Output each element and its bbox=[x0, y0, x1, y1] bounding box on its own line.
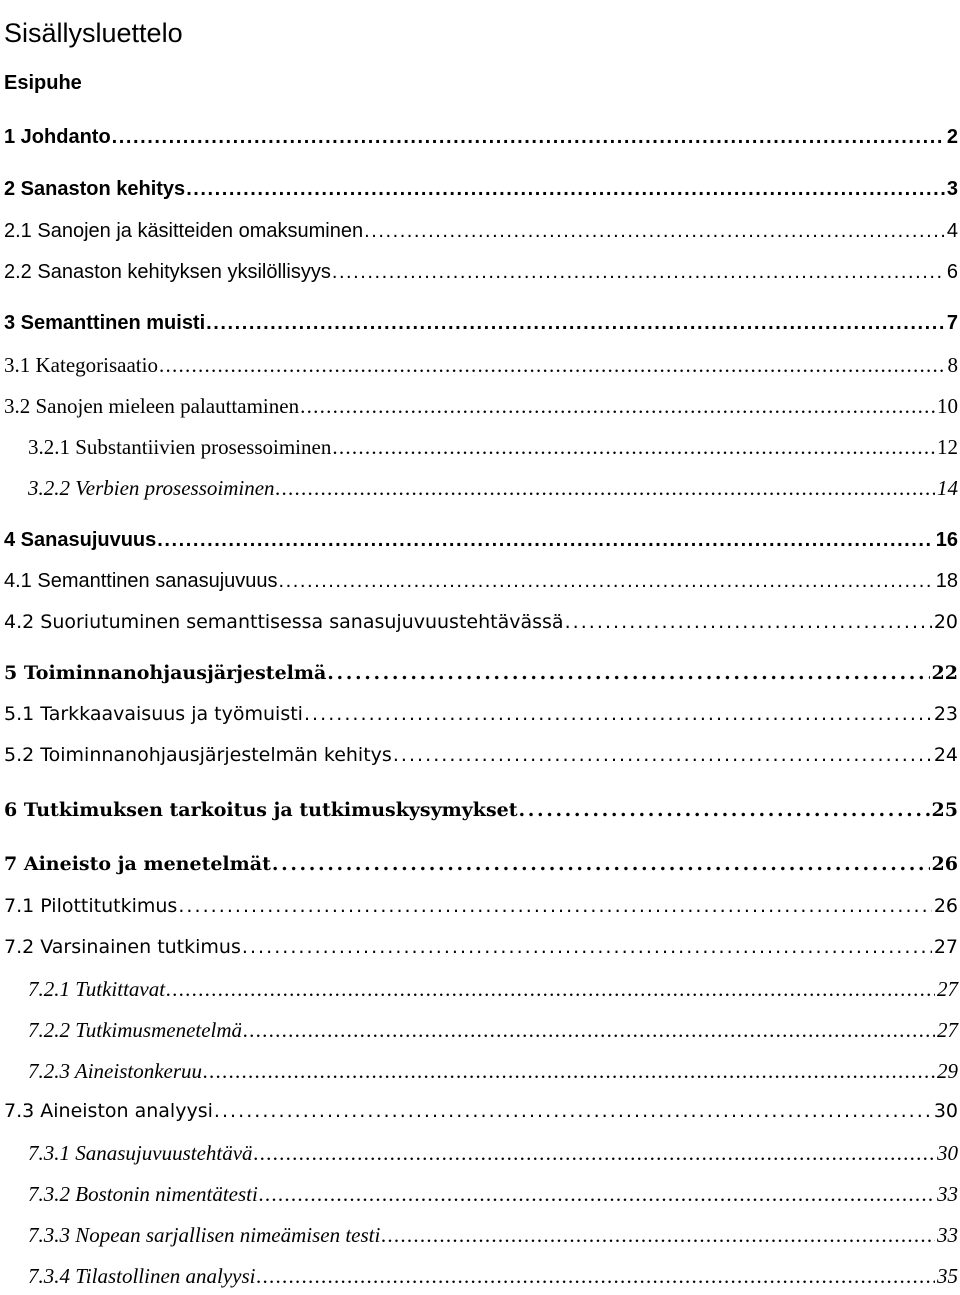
toc-entry-label: 7 Aineisto ja menetelmät bbox=[4, 853, 271, 875]
toc-entry[interactable] bbox=[0, 570, 958, 598]
toc-entry-label: 3.2.1 Substantiivien prosessoiminen bbox=[28, 435, 332, 459]
toc-leader bbox=[327, 662, 929, 684]
toc-leader bbox=[186, 178, 945, 201]
toc-entry[interactable] bbox=[0, 1100, 958, 1128]
toc-leader bbox=[243, 1018, 935, 1043]
toc-entry-label: 4.2 Suoriutuminen semanttisessa sanasujuvuustehtävässä bbox=[4, 611, 564, 633]
toc-entry-label: 7.2.3 Aineistonkeruu bbox=[28, 1059, 203, 1083]
toc-entry[interactable] bbox=[0, 178, 958, 206]
toc-entry-label: 7.2.1 Tutkittavat bbox=[28, 977, 166, 1001]
toc-leader bbox=[159, 353, 946, 378]
toc-entry-page: 29 bbox=[937, 1059, 958, 1083]
toc-entry[interactable] bbox=[0, 1264, 958, 1292]
toc-leader bbox=[272, 853, 930, 875]
toc-entry-page: 26 bbox=[933, 895, 958, 917]
toc-entry-page: 23 bbox=[933, 703, 958, 725]
toc-entry-page: 4 bbox=[946, 220, 958, 242]
toc-entry[interactable] bbox=[0, 261, 958, 289]
toc-leader bbox=[259, 1182, 935, 1207]
toc-entry-page: 30 bbox=[937, 1141, 958, 1165]
toc-entry-label: 7.3.2 Bostonin nimentätesti bbox=[28, 1182, 258, 1206]
toc-entry-page: 33 bbox=[937, 1223, 958, 1247]
toc-entry-page: 35 bbox=[937, 1264, 958, 1288]
toc-entry[interactable] bbox=[0, 1223, 958, 1251]
toc-entry[interactable] bbox=[0, 799, 958, 827]
toc-entry-page: 33 bbox=[937, 1182, 958, 1206]
toc-entry-label: 1 Johdanto bbox=[4, 126, 111, 148]
toc-entry[interactable] bbox=[0, 744, 958, 772]
toc-entry[interactable] bbox=[0, 394, 958, 422]
toc-entry-page: 25 bbox=[931, 799, 958, 821]
toc-leader bbox=[276, 476, 935, 501]
toc-leader bbox=[242, 936, 932, 958]
toc-entry-label: 7.2 Varsinainen tutkimus bbox=[4, 936, 241, 958]
toc-leader bbox=[112, 126, 945, 149]
toc-leader bbox=[206, 312, 945, 335]
toc-entry[interactable] bbox=[0, 895, 958, 923]
toc-entry[interactable] bbox=[0, 1182, 958, 1210]
toc-entry[interactable] bbox=[0, 435, 958, 463]
toc-entry[interactable] bbox=[0, 312, 958, 340]
toc-entry-label: 7.1 Pilottitutkimus bbox=[4, 895, 178, 917]
toc-leader bbox=[279, 570, 934, 593]
toc-leader bbox=[393, 744, 932, 766]
toc-leader bbox=[214, 1100, 932, 1122]
toc-entry-label: 7.2.2 Tutkimusmenetelmä bbox=[28, 1018, 243, 1042]
toc-entry-page: 10 bbox=[937, 394, 958, 418]
toc-leader bbox=[178, 895, 931, 917]
toc-leader bbox=[157, 529, 933, 552]
toc-entry-label: 5.1 Tarkkaavaisuus ja työmuisti bbox=[4, 703, 303, 725]
toc-entry-label: 5 Toiminnanohjausjärjestelmä bbox=[4, 662, 327, 684]
toc-leader bbox=[519, 799, 930, 821]
toc-entry-page: 27 bbox=[933, 936, 958, 958]
toc-entry-page: 18 bbox=[935, 570, 958, 592]
toc-entry-page: 16 bbox=[935, 529, 958, 551]
toc-entry-label: Esipuhe bbox=[4, 72, 82, 94]
toc-leader bbox=[300, 394, 935, 419]
toc-entry[interactable] bbox=[0, 529, 958, 557]
toc-entry-label: 6 Tutkimuksen tarkoitus ja tutkimuskysymykset bbox=[4, 799, 518, 821]
toc-entry-label: 3.2 Sanojen mieleen palauttaminen bbox=[4, 394, 300, 418]
toc-leader bbox=[332, 261, 945, 284]
toc-entry[interactable] bbox=[0, 126, 958, 154]
toc-entry[interactable] bbox=[0, 476, 958, 504]
toc-leader bbox=[203, 1059, 935, 1084]
toc-entry-label: 2.2 Sanaston kehityksen yksilöllisyys bbox=[4, 261, 331, 283]
toc-leader bbox=[254, 1141, 935, 1166]
toc-entry-page: 14 bbox=[937, 476, 958, 500]
toc-leader bbox=[364, 220, 945, 243]
toc-entry-page: 22 bbox=[931, 662, 958, 684]
toc-entry-label: 7.3.3 Nopean sarjallisen nimeämisen testi bbox=[28, 1223, 381, 1247]
toc-leader bbox=[257, 1264, 935, 1289]
toc-entry-label: 3.1 Kategorisaatio bbox=[4, 353, 158, 377]
toc-entry[interactable] bbox=[0, 1018, 958, 1046]
toc-entry[interactable] bbox=[0, 936, 958, 964]
toc-entry-page: 24 bbox=[933, 744, 958, 766]
toc-entry-page: 7 bbox=[946, 312, 958, 334]
toc-entry-label: 7.3.1 Sanasujuvuustehtävä bbox=[28, 1141, 253, 1165]
toc-entry-page: 2 bbox=[946, 126, 958, 148]
toc-entry[interactable] bbox=[0, 662, 958, 690]
toc-entry-page: 27 bbox=[937, 1018, 958, 1042]
toc-leader bbox=[565, 611, 932, 633]
toc-entry[interactable] bbox=[0, 1059, 958, 1087]
toc-entry-label: 2.1 Sanojen ja käsitteiden omaksuminen bbox=[4, 220, 364, 242]
toc-entry-page: 27 bbox=[937, 977, 958, 1001]
toc-entry[interactable] bbox=[0, 353, 958, 381]
toc-entry-page: 30 bbox=[933, 1100, 958, 1122]
toc-entry-page: 26 bbox=[931, 853, 958, 875]
toc-leader bbox=[381, 1223, 935, 1248]
toc-entry-page: 6 bbox=[946, 261, 958, 283]
toc-leader bbox=[166, 977, 935, 1002]
toc-entry-label: 2 Sanaston kehitys bbox=[4, 178, 186, 200]
toc-entry[interactable] bbox=[0, 703, 958, 731]
toc-entry-label: 3 Semanttinen muisti bbox=[4, 312, 206, 334]
toc-entry[interactable] bbox=[0, 977, 958, 1005]
page-title: Sisällysluettelo bbox=[4, 18, 183, 49]
toc-entry-page: 20 bbox=[933, 611, 958, 633]
toc-entry[interactable] bbox=[0, 1141, 958, 1169]
toc-entry[interactable] bbox=[0, 853, 958, 881]
toc-entry[interactable] bbox=[0, 220, 958, 248]
toc-entry-label: 5.2 Toiminnanohjausjärjestelmän kehitys bbox=[4, 744, 392, 766]
toc-entry-label: 4.1 Semanttinen sanasujuvuus bbox=[4, 570, 278, 592]
toc-entry-page: 3 bbox=[946, 178, 958, 200]
toc-entry-label: 3.2.2 Verbien prosessoiminen bbox=[28, 476, 275, 500]
toc-entry-preface[interactable] bbox=[4, 72, 960, 100]
toc-entry[interactable] bbox=[0, 611, 958, 639]
toc-entry-label: 7.3 Aineiston analyysi bbox=[4, 1100, 213, 1122]
toc-entry-page: 12 bbox=[937, 435, 958, 459]
toc-leader bbox=[332, 435, 935, 460]
toc-entry-label: 4 Sanasujuvuus bbox=[4, 529, 157, 551]
toc-leader bbox=[304, 703, 932, 725]
toc-entry-page: 8 bbox=[947, 353, 958, 377]
toc-entry-label: 7.3.4 Tilastollinen analyysi bbox=[28, 1264, 256, 1288]
